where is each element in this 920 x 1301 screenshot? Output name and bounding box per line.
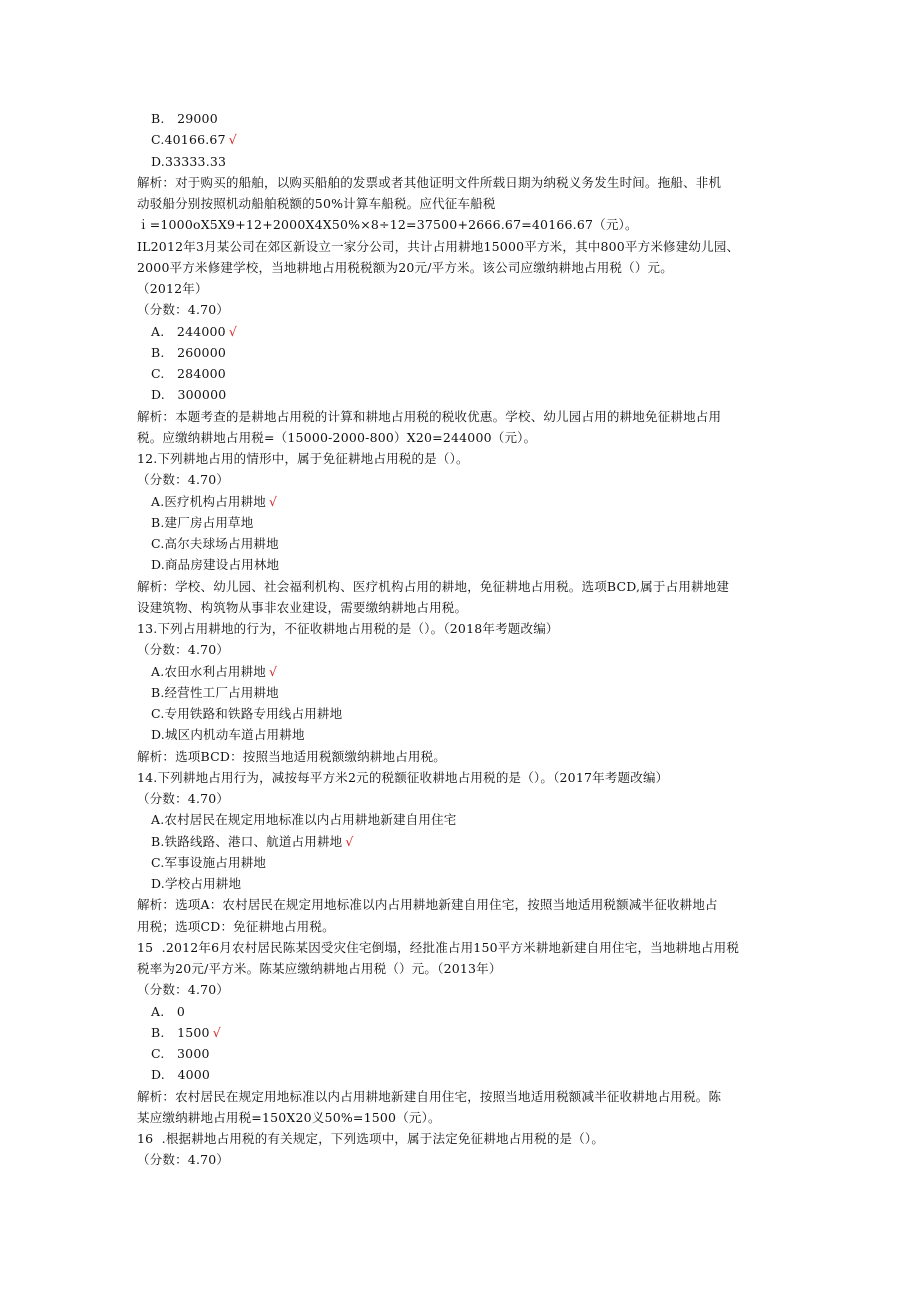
answer-option [151, 533, 801, 554]
line-text: 2000平方米修建学校，当地耕地占用税税额为20元/平方米。该公司应缴纳耕地占用税（）元。 [137, 259, 673, 275]
line-text: B.建厂房占用草地 [151, 514, 254, 530]
answer-option [151, 852, 801, 873]
answer-option [151, 1064, 801, 1085]
line-text: C.高尔夫球场占用耕地 [151, 536, 279, 551]
line-text: D.城区内机动车道占用耕地 [151, 727, 305, 743]
text-line [137, 767, 787, 788]
line-text: （分数：4.70） [137, 302, 230, 318]
line-text: C. 3000 [151, 1046, 210, 1061]
line-text: IL2012年3月某公司在郊区新设立一家分公司，共计占用耕地15000平方米，其中800平方米修建幼儿园、 [137, 238, 740, 254]
line-text: C. 284000 [151, 366, 226, 381]
text-line [137, 427, 787, 448]
line-text: C.专用铁路和铁路专用线占用耕地 [151, 706, 343, 721]
line-text: 动驳船分别按照机动船舶税额的50%计算车船税。应代征车船税 [137, 196, 496, 211]
answer-option [151, 384, 801, 405]
text-line [137, 576, 787, 597]
answer-option [151, 682, 801, 703]
line-text: 某应缴纳耕地占用税=150X20义50%=1500（元）。 [137, 1109, 441, 1125]
line-text: 16 .根据耕地占用税的有关规定，下列选项中，属于法定免征耕地占用税的是（）。 [137, 1131, 605, 1146]
text-line [137, 448, 787, 469]
answer-option [151, 108, 801, 129]
correct-check-icon: √ [345, 833, 354, 849]
answer-option [151, 724, 801, 745]
text-line [137, 236, 787, 257]
line-text: B. 260000 [151, 344, 226, 360]
line-text: 税。应缴纳耕地占用税=（15000-2000-800）X20=244000（元）。 [137, 429, 537, 445]
line-text: C.40166.67 [151, 132, 226, 148]
correct-check-icon: √ [228, 132, 237, 148]
line-text: 解析：选项BCD：按照当地适用税额缴纳耕地占用税。 [137, 748, 447, 764]
correct-check-icon: √ [212, 1024, 221, 1040]
answer-option [151, 554, 801, 575]
line-text: A.农田水利占用耕地 [151, 663, 267, 679]
text-line [137, 618, 787, 639]
text-line [137, 299, 787, 320]
line-text: 税率为20元/平方米。陈某应缴纳耕地占用税（）元。（2013年） [137, 961, 502, 976]
text-line [137, 979, 787, 1000]
text-line [137, 469, 787, 490]
line-text: 解析：学校、幼儿园、社会福利机构、医疗机构占用的耕地，免征耕地占用税。选项BCD,属于占用耕地建 [137, 578, 730, 594]
line-text: D.33333.33 [151, 153, 227, 169]
line-text: C.军事设施占用耕地 [151, 854, 267, 870]
line-text: D.商品房建设占用林地 [151, 557, 280, 573]
text-line [137, 788, 787, 809]
text-line [137, 172, 787, 193]
answer-option [151, 809, 801, 830]
line-text: B.铁路线路、港口、航道占用耕地 [151, 833, 343, 849]
line-text: D.学校占用耕地 [151, 876, 242, 891]
line-text: 14.下列耕地占用行为，减按每平方米2元的税额征收耕地占用税的是（）。（2017年考题改编） [137, 769, 669, 785]
line-text: （分数：4.70） [137, 472, 230, 488]
line-text: 解析：对于购买的船舶，以购买船舶的发票或者其他证明文件所载日期为纳税义务发生时间。拖船、非机 [137, 174, 722, 190]
text-line [137, 639, 787, 660]
text-line [137, 894, 787, 915]
text-line [137, 1128, 787, 1149]
text-line [137, 1149, 787, 1170]
line-text: 13.下列占用耕地的行为，不征收耕地占用税的是（）。（2018年考题改编） [137, 621, 559, 636]
answer-option [151, 491, 801, 512]
text-line [137, 214, 787, 235]
answer-option [151, 1022, 801, 1043]
answer-option [151, 363, 801, 384]
text-line [137, 1086, 787, 1107]
line-text: （分数：4.70） [137, 1152, 230, 1168]
line-text: D. 4000 [151, 1067, 211, 1083]
line-text: 解析：本题考查的是耕地占用税的计算和耕地占用税的税收优惠。学校、幼儿园占用的耕地免征耕地占用 [137, 408, 722, 424]
correct-check-icon: √ [228, 323, 238, 339]
text-line [137, 1107, 787, 1128]
text-line [137, 597, 787, 618]
answer-option [151, 1001, 801, 1022]
text-line [137, 937, 787, 958]
text-line [137, 193, 787, 214]
line-text: ｉ=1000oX5X9+12+2000X4X50%×8÷12=37500+2666.67=40166.67（元）。 [137, 217, 638, 233]
line-text: 设建筑物、构筑物从事非农业建设，需要缴纳耕地占用税。 [137, 599, 468, 615]
answer-option [151, 873, 801, 894]
line-text: A. 244000 [151, 323, 226, 339]
text-line [137, 257, 787, 278]
text-line [137, 406, 787, 427]
line-text: （2012年） [137, 281, 208, 296]
line-text: （分数：4.70） [137, 791, 230, 806]
answer-option [151, 831, 801, 852]
text-line [137, 958, 787, 979]
answer-option [151, 661, 801, 682]
line-text: （分数：4.70） [137, 982, 230, 998]
correct-check-icon: √ [269, 493, 278, 509]
line-text: 解析：农村居民在规定用地标准以内占用耕地新建自用住宅，按照当地适用税额减半征收耕地占用税。陈 [137, 1088, 722, 1104]
answer-option [151, 1043, 801, 1064]
line-text: 用税；选项CD：免征耕地占用税。 [137, 918, 335, 934]
line-text: 解析：选项A：农村居民在规定用地标准以内占用耕地新建自用住宅，按照当地适用税额减半征收耕地占 [137, 897, 718, 913]
answer-option [151, 129, 801, 150]
text-line [137, 278, 787, 299]
line-text: A.农村居民在规定用地标准以内占用耕地新建自用住宅 [151, 812, 457, 828]
answer-option [151, 151, 801, 172]
line-text: B. 29000 [151, 111, 218, 126]
correct-check-icon: √ [269, 663, 278, 679]
answer-option [151, 512, 801, 533]
answer-option [151, 342, 801, 363]
line-text: （分数：4.70） [137, 642, 230, 658]
line-text: 15 .2012年6月农村居民陈某因受灾住宅倒塌，经批准占用150平方米耕地新建自用住宅，当地耕地占用税 [137, 939, 740, 955]
text-line [137, 746, 787, 767]
line-text: D. 300000 [151, 387, 227, 403]
answer-option [151, 703, 801, 724]
line-text: A.医疗机构占用耕地 [151, 493, 267, 509]
text-line [137, 916, 787, 937]
line-text: 12.下列耕地占用的情形中，属于免征耕地占用税的是（）。 [137, 451, 469, 466]
line-text: B.经营性工厂占用耕地 [151, 684, 279, 700]
line-text: B. 1500 [151, 1024, 210, 1040]
line-text: A. 0 [151, 1003, 186, 1019]
answer-option [151, 321, 801, 342]
